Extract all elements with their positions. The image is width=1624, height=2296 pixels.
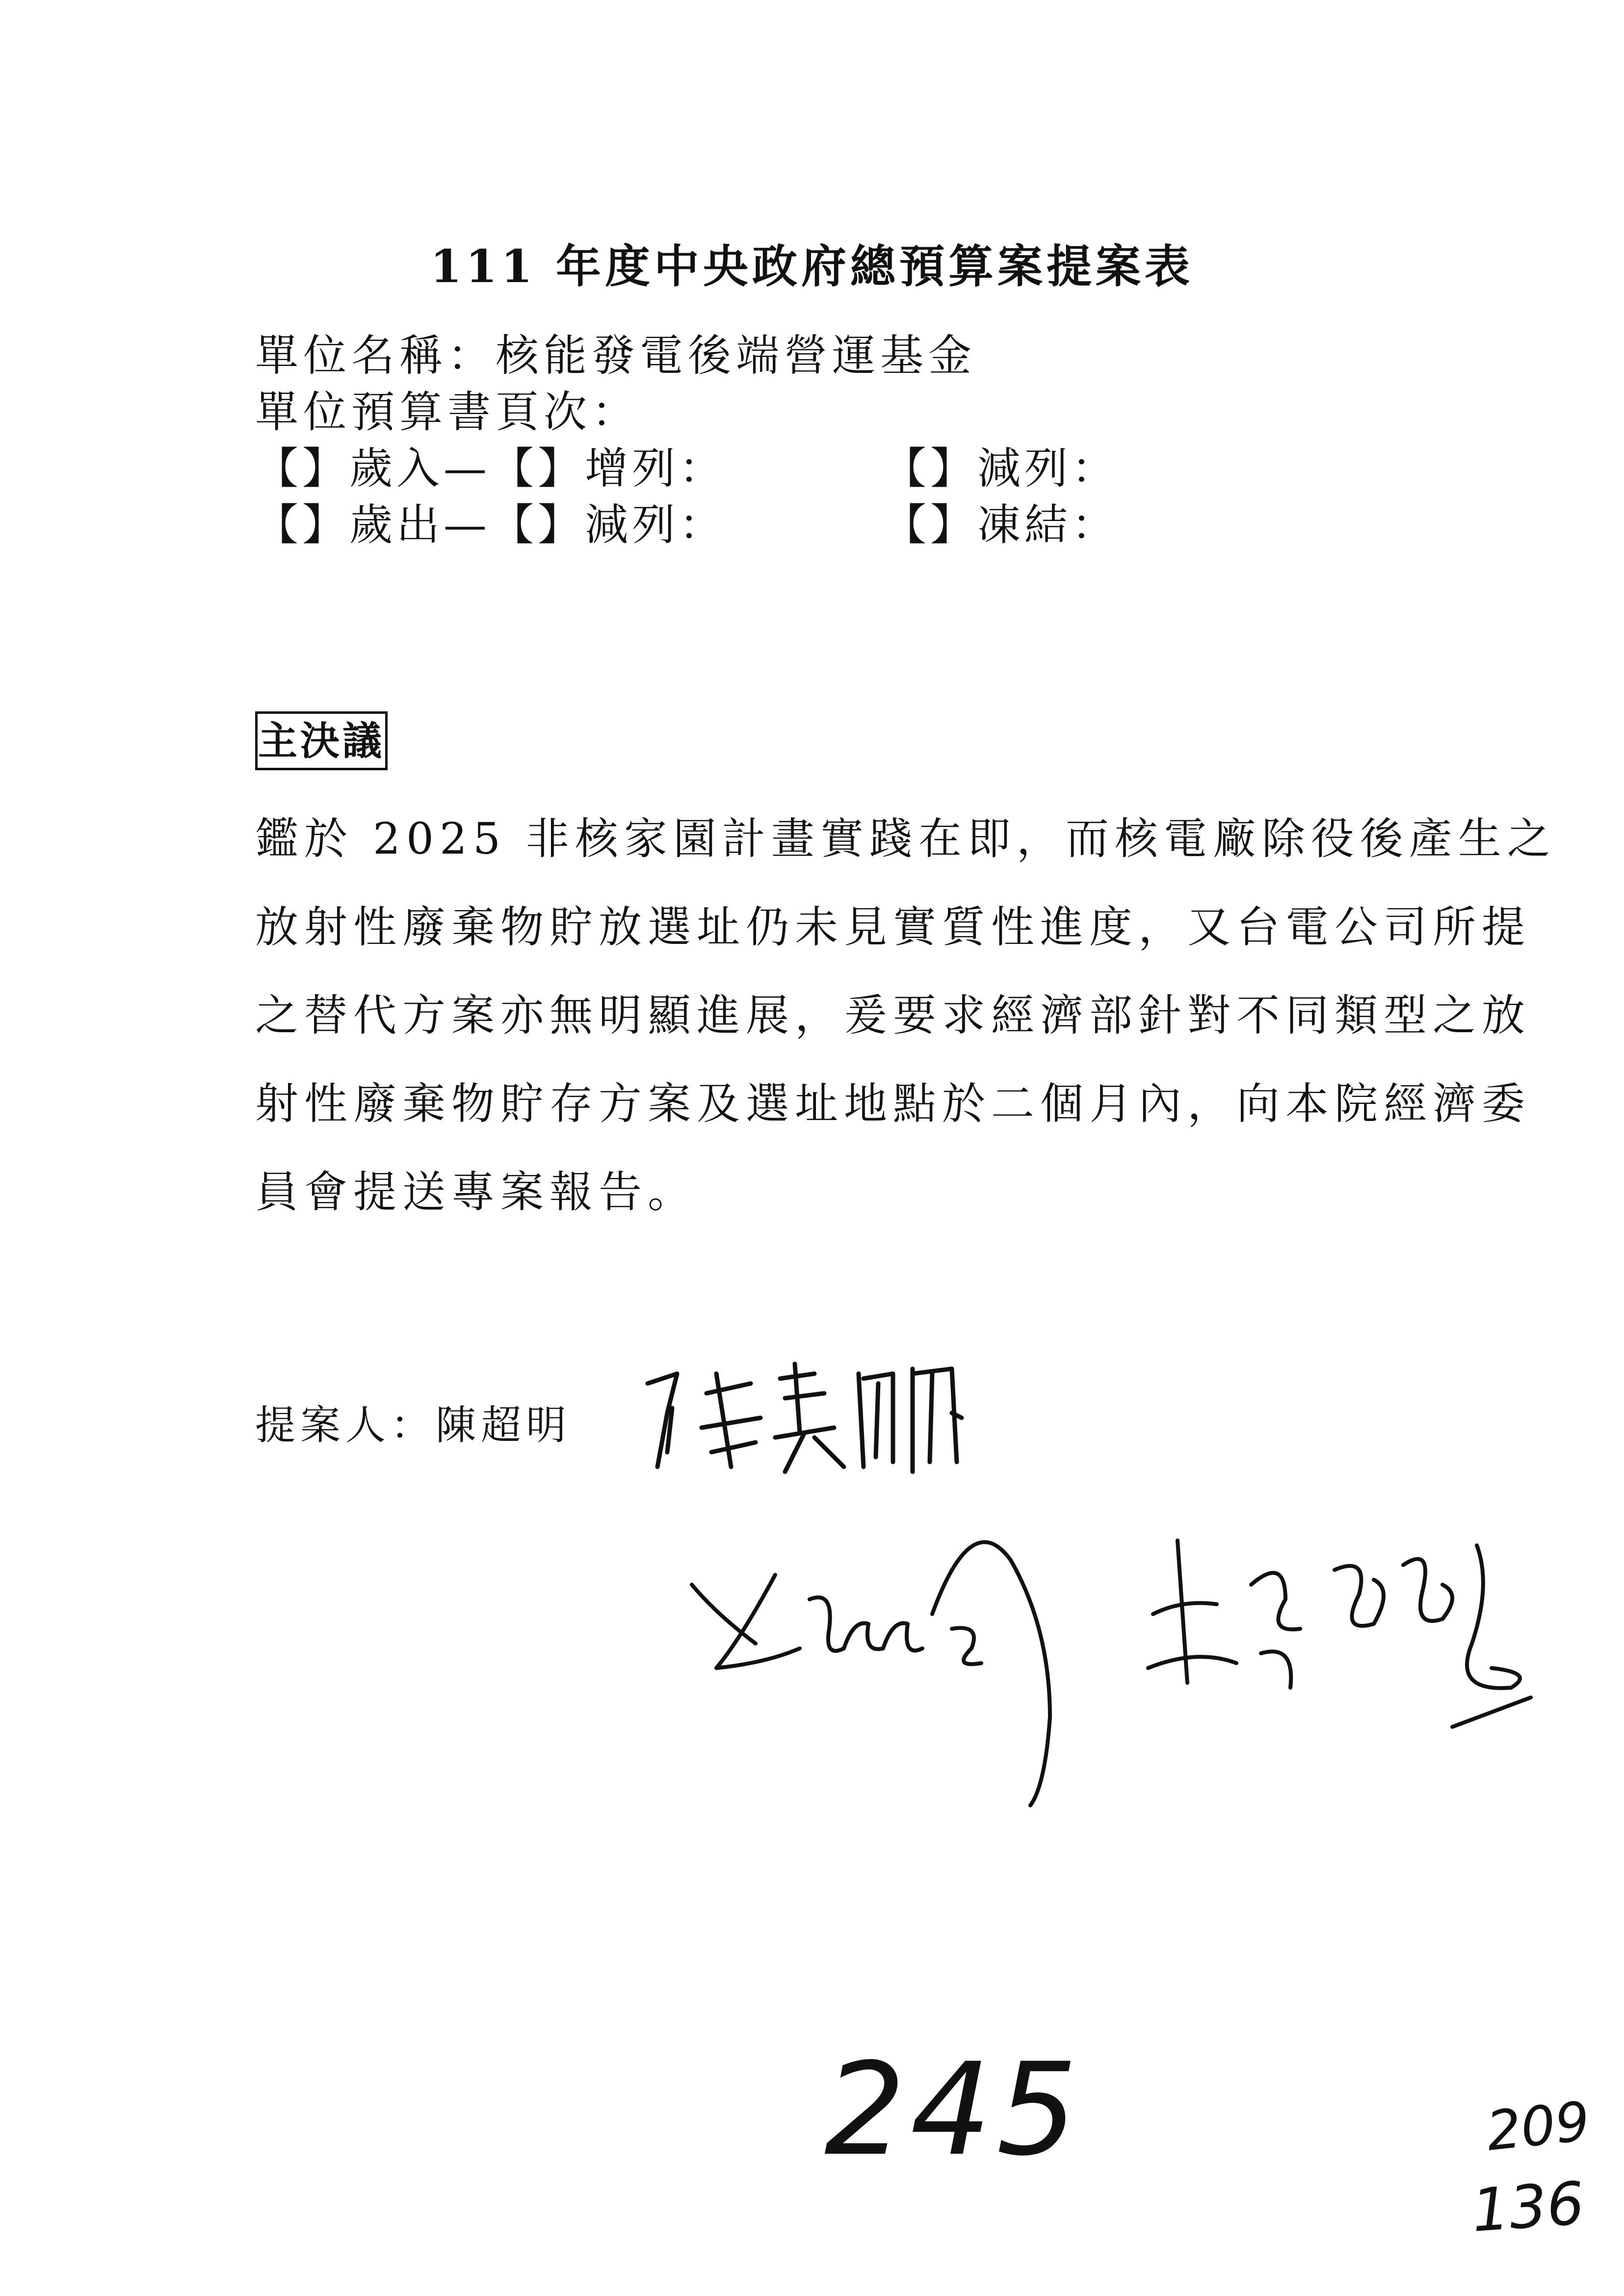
revenue-increase-line: 【】歲入—【】增列： [255,443,727,494]
signature-1 [638,1354,971,1482]
expense-decrease-line: 【】歲出—【】減列： [255,499,727,550]
signature-3 [1138,1526,1541,1742]
handwritten-page-number: 245 [824,2036,1083,2184]
body-line-5: 員會提送專案報告。 [255,1167,697,1217]
proposer-label: 提案人：陳超明 [255,1402,572,1449]
margin-note-2: 136 [1469,2169,1587,2245]
margin-note-1: 209 [1483,2089,1593,2163]
section-title-main-resolution: 主決議 [255,711,388,770]
revenue-decrease-line: 【】減列： [883,443,1119,494]
expense-freeze-line: 【】凍結： [883,499,1119,550]
body-line-1: 鑑於 2025 非核家園計畫實踐在即，而核電廠除役後產生之 [255,813,1556,864]
signature-2 [677,1501,1060,1815]
body-line-2: 放射性廢棄物貯放選址仍未見實質性進度，又台電公司所提 [255,902,1531,952]
body-line-3: 之替代方案亦無明顯進展，爰要求經濟部針對不同類型之放 [255,990,1531,1041]
unit-name: 單位名稱：核能發電後端營運基金 [255,330,977,381]
document-title: 111 年度中央政府總預算案提案表 [430,240,1194,293]
budget-page-ref: 單位預算書頁次： [255,387,640,437]
body-line-4: 射性廢棄物貯存方案及選址地點於二個月內，向本院經濟委 [255,1078,1531,1129]
